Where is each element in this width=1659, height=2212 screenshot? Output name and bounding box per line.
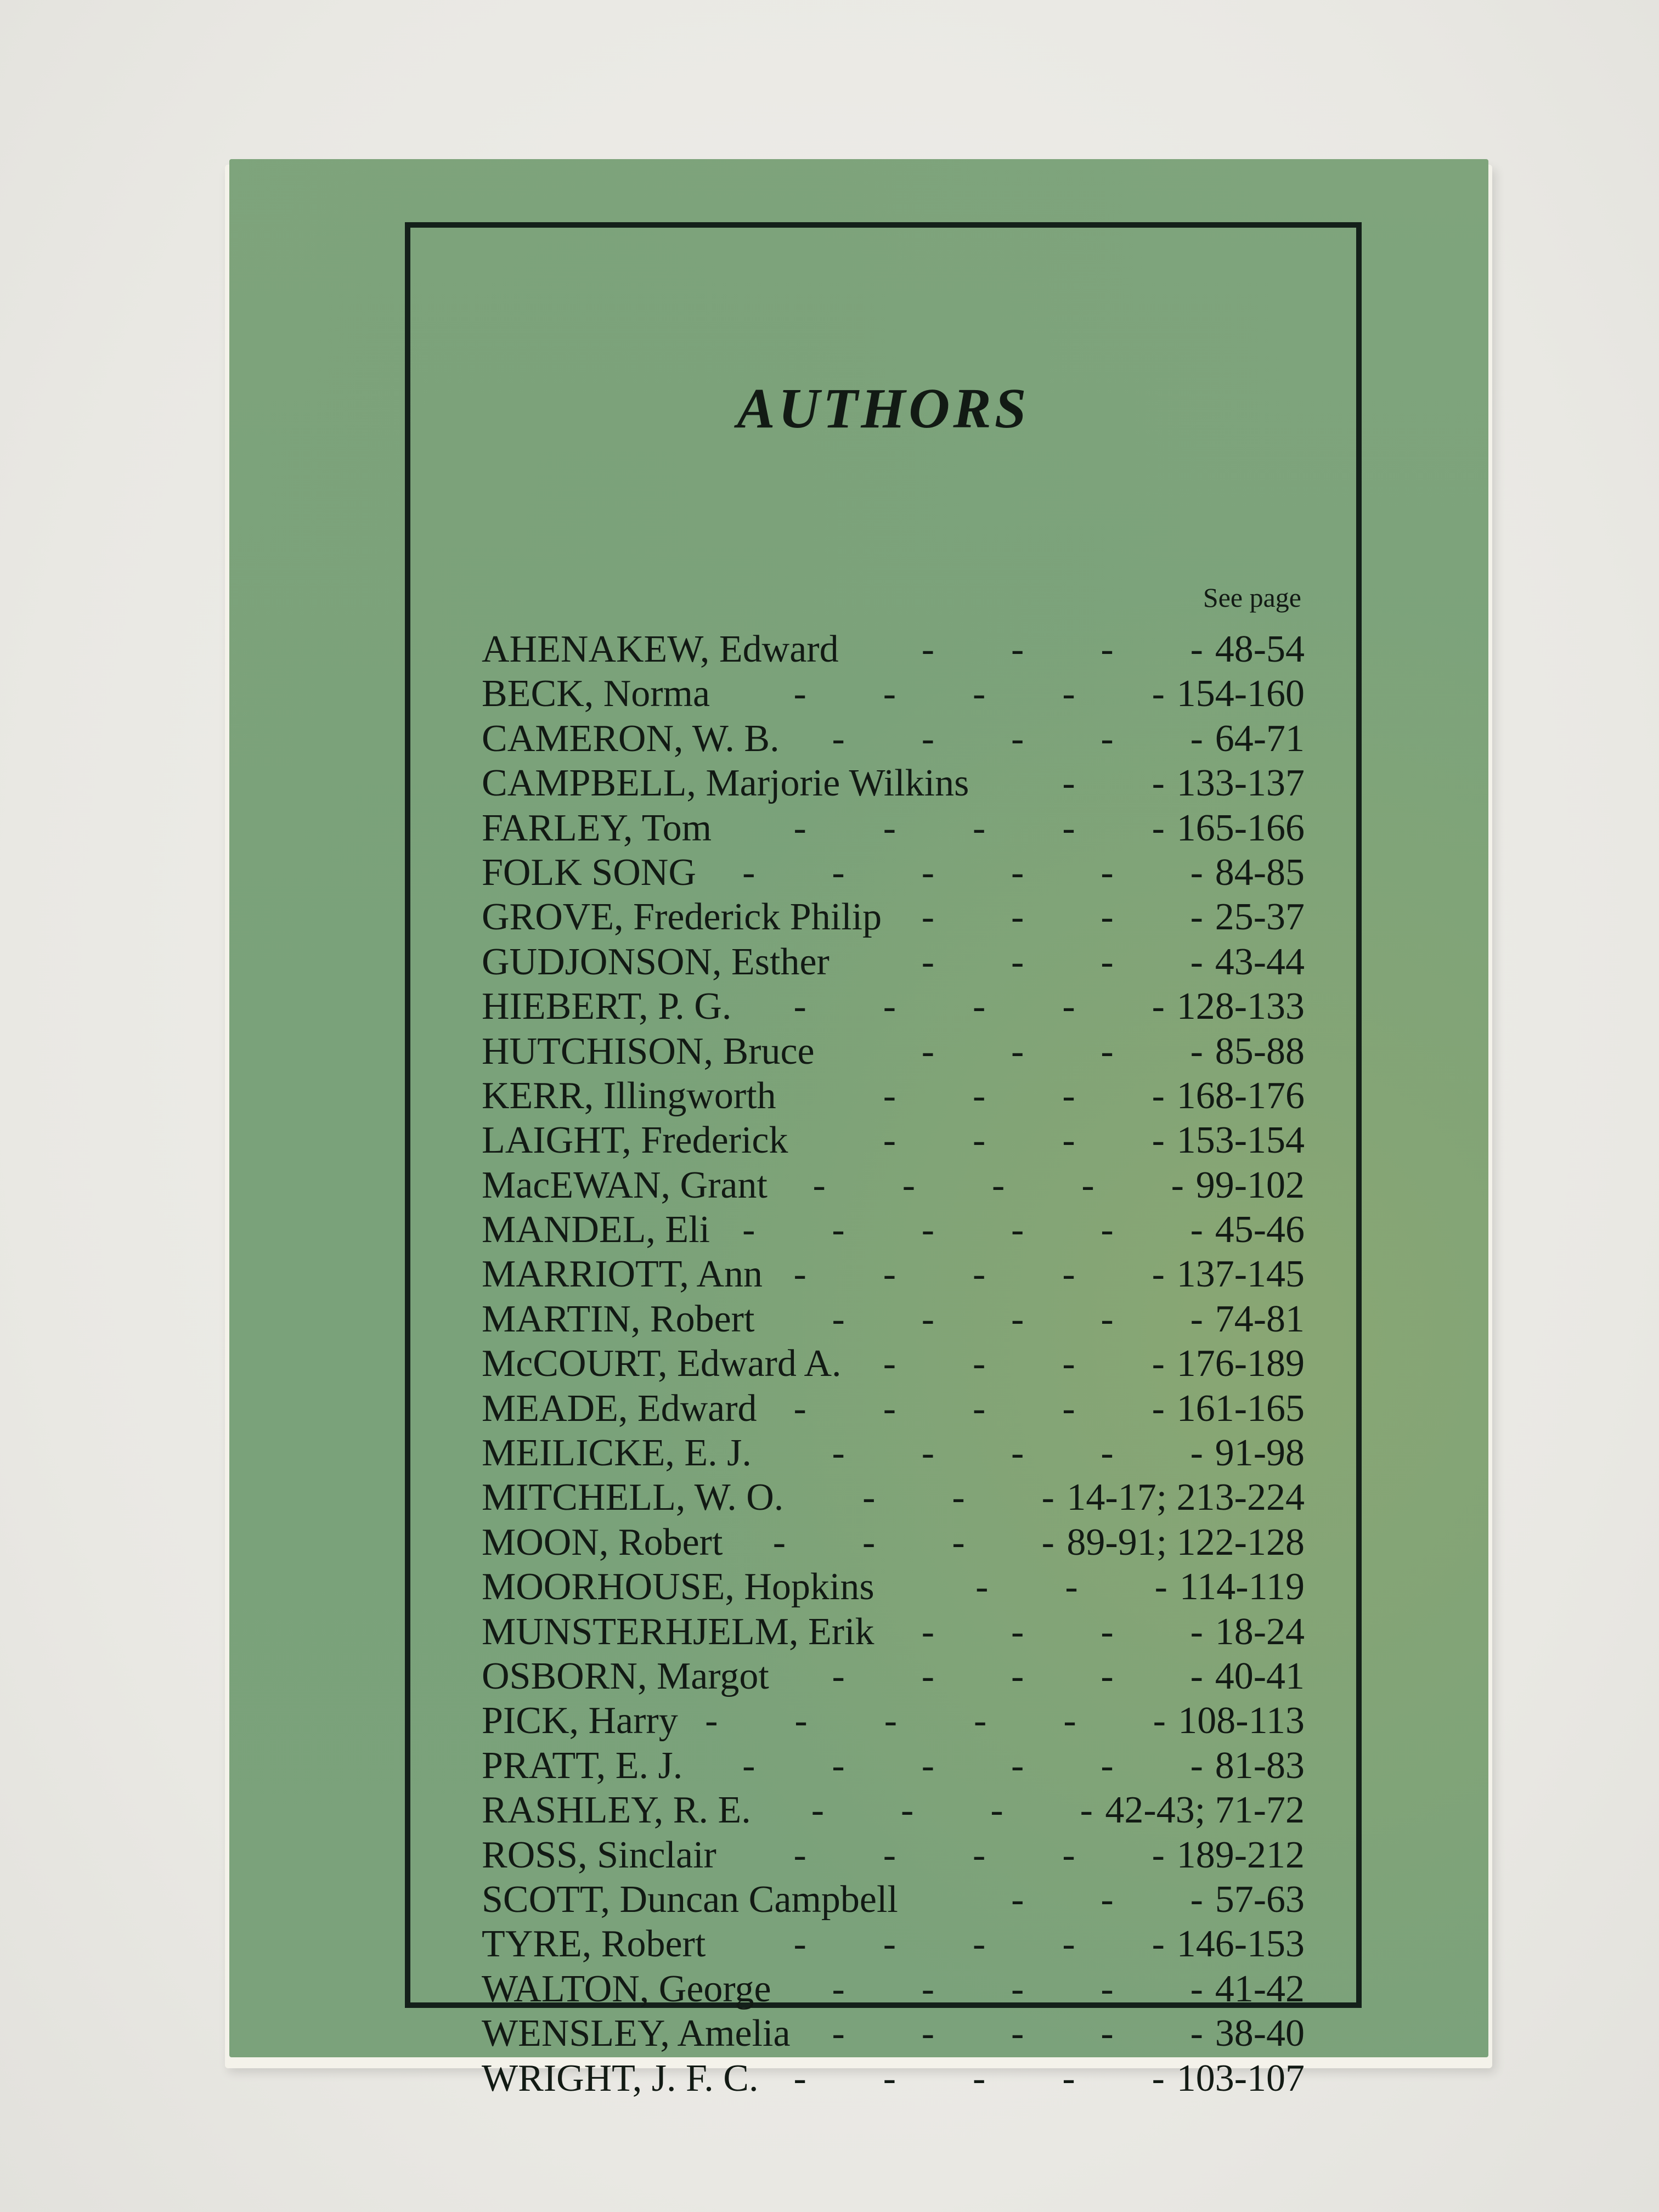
author-name: WENSLEY, Amelia xyxy=(482,2012,791,2055)
author-page-range: 114-119 xyxy=(1179,1566,1305,1609)
author-page-range: 84-85 xyxy=(1215,851,1305,894)
leader-dashes: - - - - xyxy=(883,1342,1165,1385)
leader-dashes: - - xyxy=(1062,762,1165,805)
author-name: PICK, Harry xyxy=(482,1700,678,1742)
leader-dashes: - - - - xyxy=(921,628,1203,670)
leader-dashes: - - - - - - xyxy=(742,1744,1203,1787)
author-entry xyxy=(482,1565,1305,1609)
author-page-range: 74-81 xyxy=(1215,1297,1305,1340)
author-entry xyxy=(482,984,1305,1029)
author-entry xyxy=(482,2011,1305,2056)
leader-dashes: - - - xyxy=(1011,1878,1203,1921)
author-name: McCOURT, Edward A. xyxy=(482,1342,842,1385)
author-entry xyxy=(482,1922,1305,1966)
leader-dashes: - - - - - xyxy=(832,1655,1203,1697)
author-name: CAMPBELL, Marjorie Wilkins xyxy=(482,762,969,805)
author-entry xyxy=(482,1877,1305,1922)
author-page-range: 128-133 xyxy=(1176,985,1305,1028)
author-entry xyxy=(482,1967,1305,2011)
book-back-cover xyxy=(229,159,1488,2100)
author-entry xyxy=(482,761,1305,805)
author-page-range: 168-176 xyxy=(1176,1074,1305,1117)
author-entry xyxy=(482,806,1305,850)
leader-dashes: - - - - xyxy=(883,1074,1165,1117)
author-page-range: 137-145 xyxy=(1176,1253,1305,1296)
leader-dashes: - - - - - - xyxy=(742,851,1203,894)
author-name: MacEWAN, Grant xyxy=(482,1164,768,1206)
leader-dashes: - - - - - xyxy=(793,1923,1165,1966)
author-page-range: 64-71 xyxy=(1215,717,1305,760)
leader-dashes: - - - - - xyxy=(793,2057,1165,2100)
leader-dashes: - - - - - xyxy=(793,1387,1165,1430)
author-name: PRATT, E. J. xyxy=(482,1744,683,1787)
author-page-range: 48-54 xyxy=(1215,628,1305,670)
author-entry xyxy=(482,940,1305,984)
author-entry xyxy=(482,1118,1305,1163)
author-entry xyxy=(482,1654,1305,1699)
author-name: WALTON, George xyxy=(482,1967,771,2010)
author-entry xyxy=(482,1029,1305,1074)
author-entry xyxy=(482,1833,1305,1877)
author-page-range: 91-98 xyxy=(1215,1432,1305,1475)
author-page-range: 57-63 xyxy=(1215,1878,1305,1921)
leader-dashes: - - - - - xyxy=(832,1432,1203,1475)
author-name: MEADE, Edward xyxy=(482,1387,757,1430)
author-index-list xyxy=(482,627,1305,2101)
author-page-range: 41-42 xyxy=(1215,1967,1305,2010)
author-name: AHENAKEW, Edward xyxy=(482,628,839,670)
author-page-range: 176-189 xyxy=(1176,1342,1305,1385)
author-entry xyxy=(482,1431,1305,1475)
author-page-range: 40-41 xyxy=(1215,1655,1305,1697)
author-name: RASHLEY, R. E. xyxy=(482,1789,751,1832)
author-entry xyxy=(482,1074,1305,1118)
leader-dashes: - - - - - xyxy=(793,1253,1165,1296)
author-name: MANDEL, Eli xyxy=(482,1209,710,1251)
author-name: MOORHOUSE, Hopkins xyxy=(482,1566,874,1609)
author-page-range: 81-83 xyxy=(1215,1744,1305,1787)
see-page-label: See page xyxy=(1203,582,1301,613)
author-name: FARLEY, Tom xyxy=(482,806,712,849)
author-entry xyxy=(482,1163,1305,1207)
author-name: GROVE, Frederick Philip xyxy=(482,896,882,939)
author-entry xyxy=(482,895,1305,939)
author-name: MARRIOTT, Ann xyxy=(482,1253,763,1296)
leader-dashes: - - - - - xyxy=(793,806,1165,849)
author-page-range: 165-166 xyxy=(1176,806,1305,849)
author-page-range: 189-212 xyxy=(1176,1833,1305,1876)
author-page-range: 103-107 xyxy=(1176,2057,1305,2100)
author-name: ROSS, Sinclair xyxy=(482,1833,716,1876)
author-page-range: 133-137 xyxy=(1176,762,1305,805)
author-entry xyxy=(482,1297,1305,1341)
author-name: BECK, Norma xyxy=(482,673,710,715)
author-name: CAMERON, W. B. xyxy=(482,717,780,760)
leader-dashes: - - - xyxy=(862,1476,1054,1519)
author-name: MEILICKE, E. J. xyxy=(482,1432,752,1475)
author-page-range: 14-17; 213-224 xyxy=(1066,1476,1305,1519)
leader-dashes: - - - - - - xyxy=(742,1209,1203,1251)
author-page-range: 43-44 xyxy=(1215,940,1305,983)
author-page-range: 161-165 xyxy=(1176,1387,1305,1430)
author-name: HIEBERT, P. G. xyxy=(482,985,732,1028)
author-name: MITCHELL, W. O. xyxy=(482,1476,784,1519)
author-entry xyxy=(482,1699,1305,1743)
author-name: MARTIN, Robert xyxy=(482,1297,755,1340)
leader-dashes: - - - - xyxy=(921,1610,1203,1653)
author-entry xyxy=(482,2056,1305,2101)
author-entry xyxy=(482,1743,1305,1788)
author-page-range: 108-113 xyxy=(1178,1700,1305,1742)
author-page-range: 38-40 xyxy=(1215,2012,1305,2055)
leader-dashes: - - - - - xyxy=(793,1833,1165,1876)
author-entry xyxy=(482,1520,1305,1565)
leader-dashes: - - - - xyxy=(883,1119,1165,1162)
author-page-range: 45-46 xyxy=(1215,1209,1305,1251)
leader-dashes: - - - - xyxy=(772,1521,1054,1564)
cover-border-frame xyxy=(405,222,1362,2100)
author-page-range: 89-91; 122-128 xyxy=(1066,1521,1305,1564)
author-entry xyxy=(482,1386,1305,1431)
leader-dashes: - - - - - xyxy=(832,717,1203,760)
author-name: WRIGHT, J. F. C. xyxy=(482,2057,759,2100)
author-entry xyxy=(482,716,1305,761)
leader-dashes: - - - - xyxy=(921,940,1203,983)
leader-dashes: - - - - - xyxy=(832,1967,1203,2010)
leader-dashes: - - - - - xyxy=(793,985,1165,1028)
author-entry xyxy=(482,1788,1305,1832)
author-name: GUDJONSON, Esther xyxy=(482,940,830,983)
leader-dashes: - - - - xyxy=(811,1789,1093,1832)
page-title: AUTHORS xyxy=(737,377,1030,440)
leader-dashes: - - - - xyxy=(921,1030,1203,1073)
author-name: TYRE, Robert xyxy=(482,1923,706,1966)
author-entry xyxy=(482,1610,1305,1654)
leader-dashes: - - - - - xyxy=(832,2012,1203,2055)
author-page-range: 85-88 xyxy=(1215,1030,1305,1073)
leader-dashes: - - - - - xyxy=(812,1164,1184,1206)
author-name: MUNSTERHJELM, Erik xyxy=(482,1610,874,1653)
author-entry xyxy=(482,1341,1305,1386)
leader-dashes: - - - - - xyxy=(832,1297,1203,1340)
author-name: KERR, Illingworth xyxy=(482,1074,776,1117)
author-name: HUTCHISON, Bruce xyxy=(482,1030,815,1073)
author-page-range: 153-154 xyxy=(1176,1119,1305,1162)
author-entry xyxy=(482,1475,1305,1520)
author-name: OSBORN, Margot xyxy=(482,1655,769,1697)
author-page-range: 146-153 xyxy=(1176,1923,1305,1966)
author-page-range: 154-160 xyxy=(1176,673,1305,715)
leader-dashes: - - - - - - xyxy=(705,1700,1166,1742)
leader-dashes: - - - - xyxy=(921,896,1203,939)
author-name: SCOTT, Duncan Campbell xyxy=(482,1878,898,1921)
author-name: MOON, Robert xyxy=(482,1521,723,1564)
author-page-range: 99-102 xyxy=(1195,1164,1305,1206)
author-page-range: 18-24 xyxy=(1215,1610,1305,1653)
author-page-range: 25-37 xyxy=(1215,896,1305,939)
author-entry xyxy=(482,1207,1305,1252)
author-entry xyxy=(482,1252,1305,1296)
author-entry xyxy=(482,850,1305,895)
author-page-range: 42-43; 71-72 xyxy=(1105,1789,1305,1832)
leader-dashes: - - - - - xyxy=(793,673,1165,715)
author-entry xyxy=(482,627,1305,672)
author-name: FOLK SONG xyxy=(482,851,696,894)
leader-dashes: - - - xyxy=(975,1566,1167,1609)
author-name: LAIGHT, Frederick xyxy=(482,1119,788,1162)
author-entry xyxy=(482,672,1305,716)
